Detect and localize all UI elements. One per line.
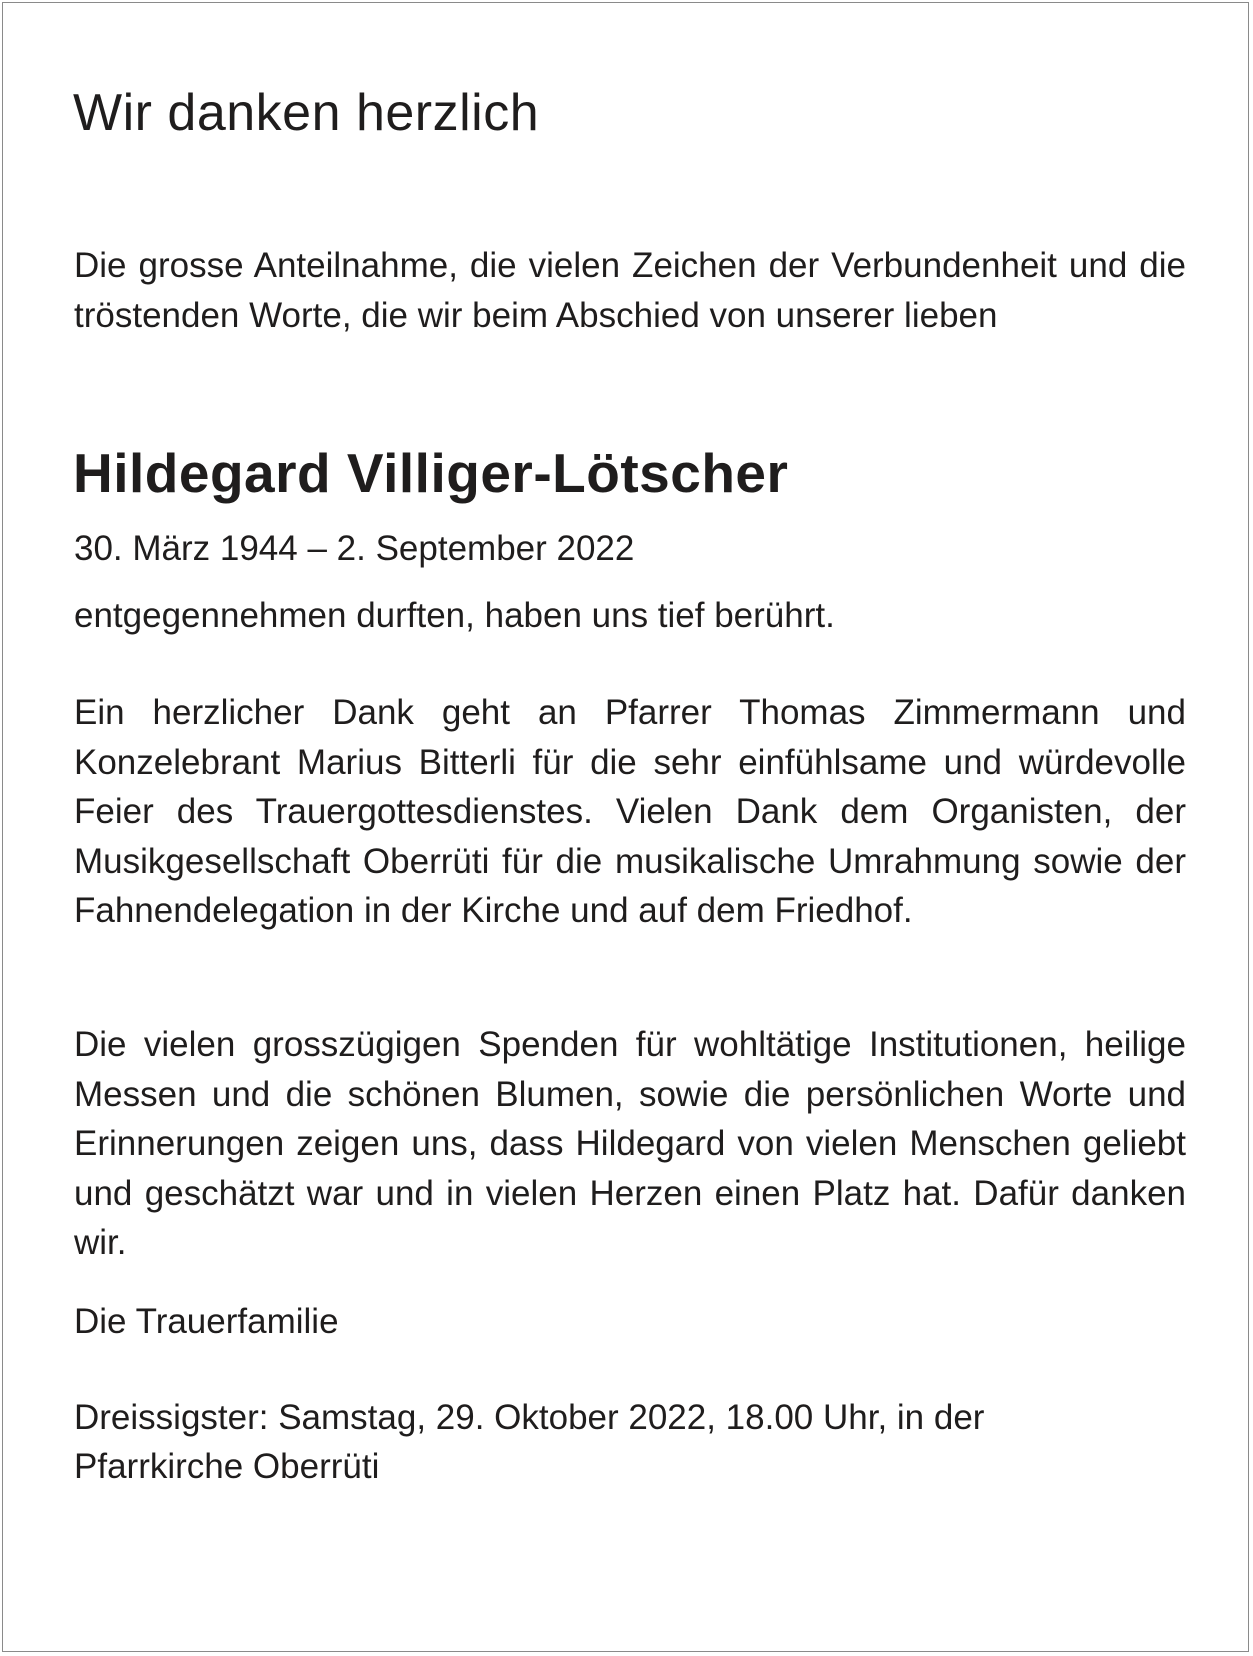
thanks-ceremony-paragraph: Ein herzlicher Dank geht an Pfarrer Thomas Zimmermann und Konzelebrant Marius Bitterli für die sehr einfühlsame und würdevolle Feier des Trauergottesdienstes. Vielen Dank dem Organisten, der Musikgesellschaft Oberrüti für die musikalische Umrahmung sowie der Fahnendelegation in der Kirche und auf dem Friedhof. [74, 693, 1186, 930]
memorial-service-line-2: Pfarrkirche Oberrüti [74, 1447, 380, 1486]
deceased-name: Hildegard Villiger-Lötscher [73, 442, 789, 504]
obituary-notice-card [2, 2, 1249, 1652]
intro-continued: entgegennehmen durften, haben uns tief berührt. [74, 596, 835, 635]
intro-paragraph: Die grosse Anteilnahme, die vielen Zeichen der Verbundenheit und die tröstenden Worte, die wir beim Abschied von unserer lieben [74, 246, 1186, 335]
life-dates: 30. März 1944 – 2. September 2022 [74, 529, 635, 568]
thanks-donations-paragraph: Die vielen grosszügigen Spenden für wohltätige Institutionen, heilige Messen und die schönen Blumen, sowie die persönlichen Worte und Erinnerungen zeigen uns, dass Hildegard von vielen Menschen geliebt und geschätzt war und in vielen Herzen einen Platz hat. Dafür danken wir. [74, 1025, 1186, 1262]
notice-heading: Wir danken herzlich [73, 84, 540, 142]
signature: Die Trauerfamilie [74, 1302, 339, 1341]
memorial-service-line-1: Dreissigster: Samstag, 29. Oktober 2022, 18.00 Uhr, in der [74, 1398, 985, 1437]
